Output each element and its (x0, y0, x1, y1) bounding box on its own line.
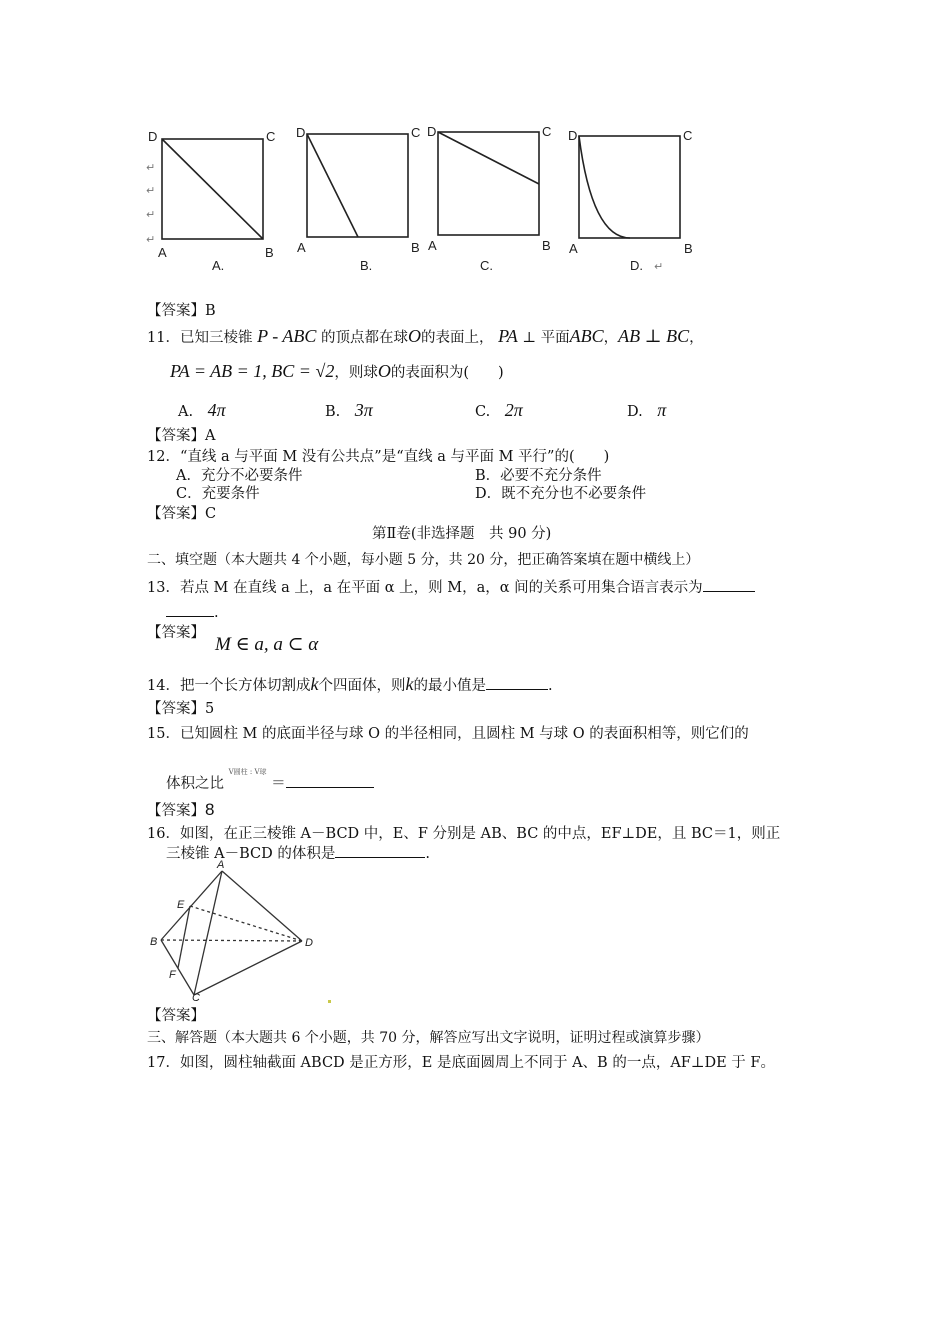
q13-answer-value: M ∈ a, a ⊂ α (215, 634, 319, 655)
answer-value: A (205, 428, 216, 444)
answer-prefix: 【答案】 (147, 701, 205, 717)
q14-text: 14．把一个长方体切割成 (147, 678, 311, 694)
answer-prefix: 【答案】 (147, 506, 205, 522)
panel-a-label-b: B (265, 245, 274, 260)
panel-a-label-a: A (158, 245, 167, 260)
q15-ratio: V圆柱 : V球 (228, 768, 267, 776)
panel-a-caption: A. (212, 258, 225, 273)
return-mark: ↵ (146, 185, 156, 197)
panel-d-label-b: B (684, 241, 693, 256)
answer-prefix: 【答案】 (147, 428, 205, 444)
q16-stem-line1: 16．如图，在正三棱锥 A－BCD 中，E、F 分别是 AB、BC 的中点，EF⊥DE，且 BC＝1，则正 (147, 826, 781, 842)
panel-c-label-b: B (542, 238, 551, 253)
q14-k: k (310, 674, 319, 694)
q13-blank (703, 577, 755, 592)
q11-text: ，则球 (334, 365, 378, 381)
q11-option-a (178, 401, 226, 421)
panel-c-label-d: D (427, 124, 437, 139)
return-mark: ↵ (654, 261, 664, 273)
q11-sphere-o: O (377, 361, 391, 381)
q15-stem-line2 (166, 763, 374, 793)
q14-text: 的最小值是 (413, 678, 486, 694)
option-key: D. (627, 404, 643, 420)
q14-stem (147, 675, 553, 695)
q13-stem-line2 (166, 602, 219, 622)
q11-option-c (475, 401, 523, 421)
q15-blank (286, 773, 374, 788)
section2-description: 二、填空题（本大题共 4 个小题，每小题 5 分，共 20 分，把正确答案填在题中横线上） (147, 552, 700, 568)
answer-prefix: 【答案】 (147, 1008, 205, 1024)
option-value: 2π (504, 400, 523, 420)
q11-option-b (325, 401, 373, 421)
q13-answer (147, 624, 205, 642)
q14-answer (147, 700, 214, 718)
q17-stem: 17．如图，圆柱轴截面 ABCD 是正方形，E 是底面圆周上不同于 A、B 的一点，AF⊥DE 于 F。 (147, 1055, 775, 1071)
q16-label-a: A (217, 859, 225, 871)
q11-option-d (627, 401, 666, 421)
q11-text: 平面 (540, 330, 570, 346)
panel-b-label-b: B (411, 240, 420, 255)
answer-prefix: 【答案】 (147, 303, 205, 319)
answer-value: 5 (205, 701, 215, 717)
q11-ab-bc: AB ⊥ BC (618, 326, 690, 346)
answer-value: 8 (205, 800, 215, 819)
section3-description: 三、解答题（本大题共 6 个小题，共 70 分，解答应写出文字说明，证明过程或演算步骤） (147, 1030, 710, 1046)
q16-pyramid-figure (145, 858, 335, 1003)
q15-eq: ＝ (271, 776, 286, 792)
panel-c-label-c: C (542, 124, 552, 139)
return-mark: ↵ (146, 162, 156, 174)
answer-value: C (205, 506, 217, 522)
q15-stem-line1: 15．已知圆柱 M 的底面半径与球 O 的半径相同，且圆柱 M 与球 O 的表面积相等，则它们的 (147, 726, 749, 742)
q16-tail: . (425, 846, 430, 862)
q11-condition: PA = AB = 1, BC = √2 (170, 361, 335, 381)
q11-text: 11．已知三棱锥 (147, 330, 253, 346)
q15-answer (147, 801, 214, 820)
q16-label-b: B (150, 936, 158, 948)
answer-prefix: 【答案】 (147, 803, 205, 819)
return-mark: ↵ (146, 209, 156, 221)
panel-d-label-d: D (568, 128, 578, 143)
q11-text: 的顶点都在球 (321, 330, 409, 346)
q11-comma: ， (689, 330, 704, 346)
q13-text: 13．若点 M 在直线 a 上，a 在平面 α 上，则 M，a，α 间的关系可用集合语言表示为 (147, 580, 703, 596)
option-value: π (657, 400, 667, 420)
option-key: A. (178, 404, 194, 420)
panel-b-label-d: D (296, 125, 306, 140)
panel-a-label-d: D (148, 129, 158, 144)
q13-stem (147, 577, 755, 597)
q15-text: 体积之比 (166, 776, 224, 792)
panel-c-label-a: A (428, 238, 437, 253)
q16-text: 三棱锥 A－BCD 的体积是 (166, 846, 336, 862)
q11-stem-line2 (170, 362, 504, 382)
q16-label-d: D (305, 937, 313, 949)
q16-blank (335, 843, 425, 858)
q16-label-f: F (169, 969, 176, 981)
q14-blank (486, 675, 548, 690)
q11-sphere-o: O (408, 326, 422, 346)
q16-label-e: E (177, 899, 185, 911)
q12-stem: 12．“直线 a 与平面 M 没有公共点”是“直线 a 与平面 M 平行”的( ) (147, 449, 610, 465)
q11-abc: ABC (569, 326, 604, 346)
figure-panel-d (579, 136, 680, 238)
answer-value: B (205, 303, 216, 319)
q12-option-b: B．必要不充分条件 (475, 468, 602, 484)
panel-c-caption: C. (480, 258, 493, 273)
q10-answer (147, 302, 216, 320)
q11-comma: ， (603, 330, 619, 346)
panel-a-label-c: C (266, 129, 276, 144)
figure-panel-a (162, 139, 263, 239)
q11-pa: PA (498, 326, 518, 346)
q12-option-d: D．既不充分也不必要条件 (475, 486, 647, 502)
option-key: B. (325, 404, 341, 420)
q13-tail: . (214, 605, 219, 621)
q11-text: 的表面积为( ) (390, 365, 504, 381)
panel-b-label-a: A (297, 240, 306, 255)
q16-answer (147, 1007, 205, 1025)
panel-d-label-c: C (683, 128, 693, 143)
q12-option-a: A．充分不必要条件 (176, 468, 303, 484)
section2-title: 第Ⅱ卷(非选择题 共 90 分) (372, 526, 552, 542)
q12-option-c: C．充要条件 (176, 486, 260, 502)
q10-figures (0, 0, 950, 290)
answer-prefix: 【答案】 (147, 625, 205, 641)
q11-answer (147, 427, 215, 445)
q11-text: 的表面上， (421, 330, 494, 346)
panel-d-caption: D. (630, 258, 643, 273)
return-mark: ↵ (146, 234, 156, 246)
option-value: 3π (354, 400, 373, 420)
q11-stem-line1 (147, 327, 704, 347)
figure-panel-c (438, 132, 539, 235)
stray-dot (328, 1000, 331, 1003)
q12-answer (147, 505, 216, 523)
option-value: 4π (207, 400, 226, 420)
option-key: C. (475, 404, 491, 420)
figure-panel-b (307, 134, 408, 237)
q13-blank (166, 602, 214, 617)
panel-d-label-a: A (569, 241, 578, 256)
q16-label-c: C (192, 992, 200, 1003)
panel-b-label-c: C (411, 125, 421, 140)
q14-tail: . (547, 678, 553, 694)
panel-b-caption: B. (360, 258, 373, 273)
q11-perp: ⊥ (517, 330, 541, 346)
q11-pabc: P - ABC (257, 326, 317, 346)
q14-k: k (405, 674, 414, 694)
q14-text: 个四面体，则 (318, 678, 406, 694)
